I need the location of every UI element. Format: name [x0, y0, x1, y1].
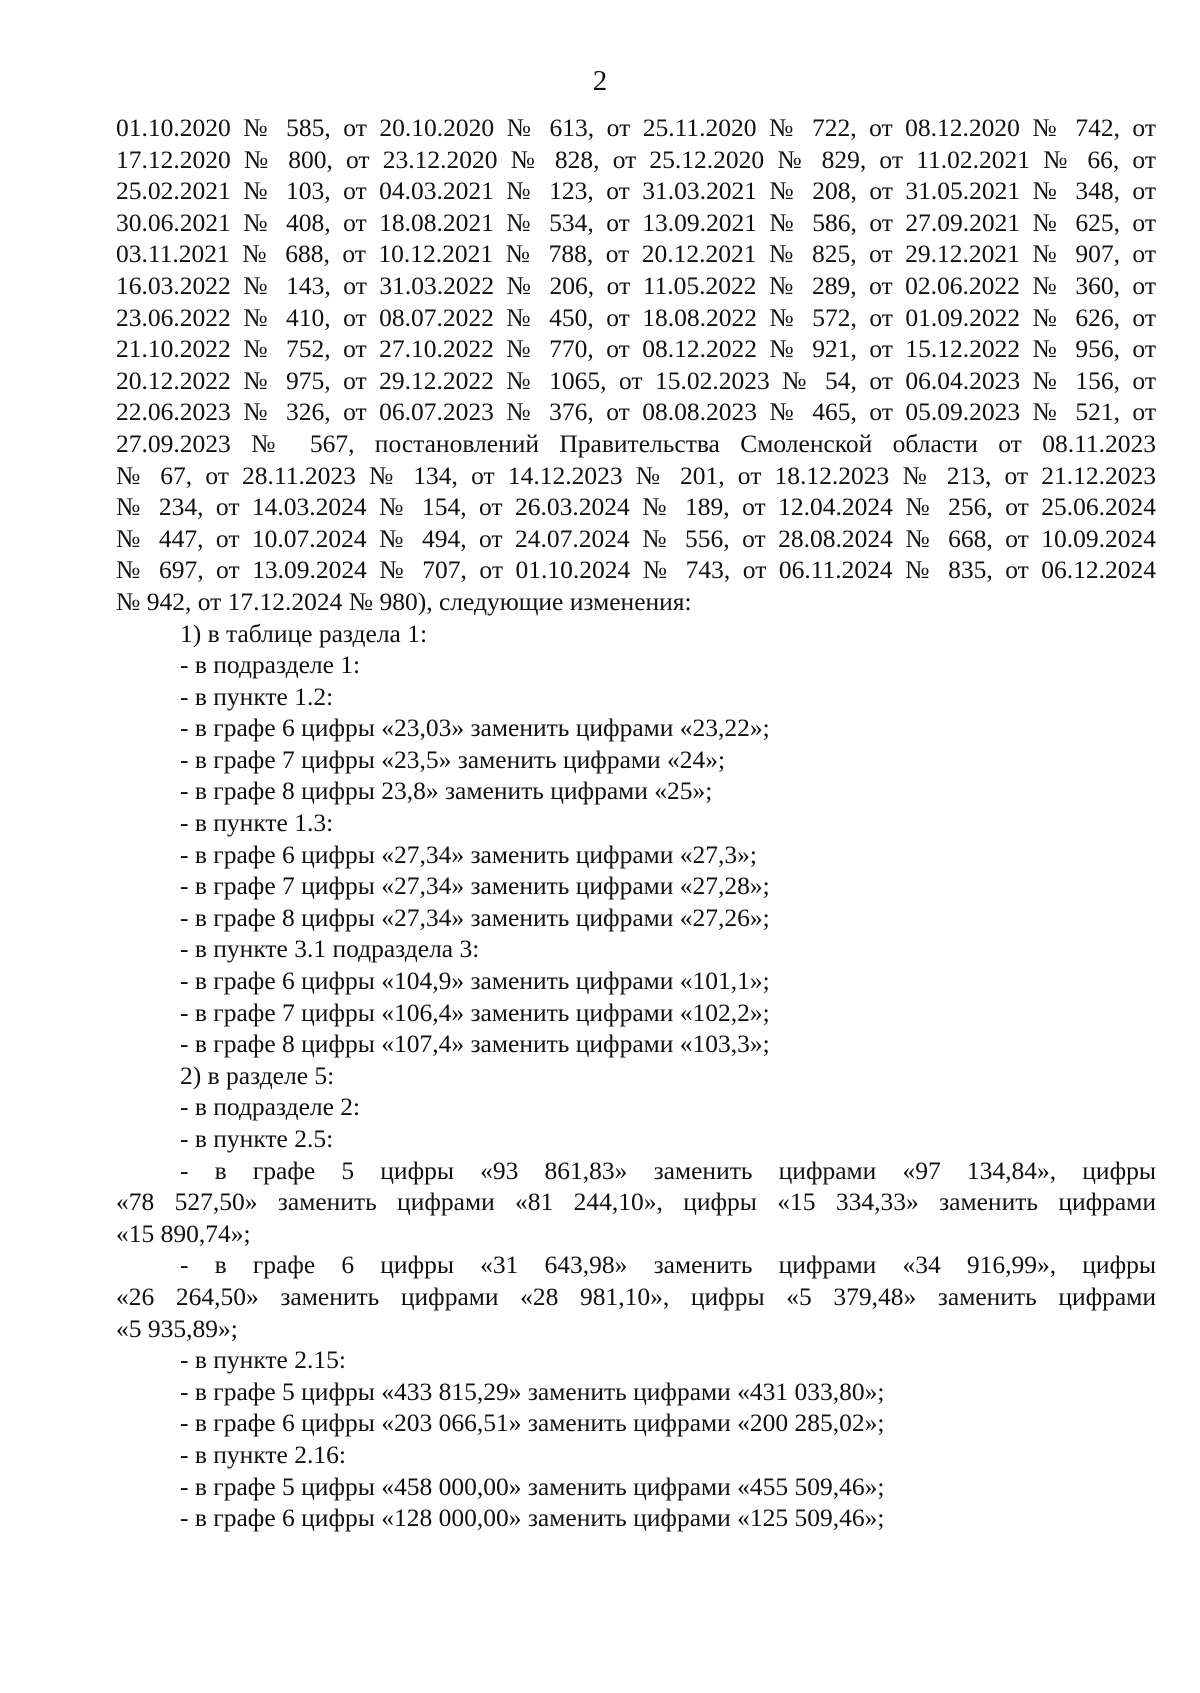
text-line: - в графе 5 цифры «93 861,83» заменить цифрами «97 134,84», цифры	[180, 1155, 1156, 1185]
text-line: 25.02.2021 № 103, от 04.03.2021 № 123, от 31.03.2021 № 208, от 31.05.2021 № 348, от	[116, 176, 1156, 206]
page-number: 2	[592, 65, 608, 97]
text-line: 23.06.2022 № 410, от 08.07.2022 № 450, от 18.08.2022 № 572, от 01.09.2022 № 626, от	[116, 302, 1156, 332]
grafa5-paragraph	[116, 1155, 1156, 1250]
text-line: 22.06.2023 № 326, от 06.07.2023 № 376, от 08.08.2023 № 465, от 05.09.2023 № 521, от	[116, 397, 1156, 427]
list-item: - в подразделе 2:	[180, 1092, 361, 1122]
text-line: 27.09.2023 № 567, постановлений Правительства Смоленской области от 08.11.2023	[116, 428, 1156, 458]
text-line: «78 527,50» заменить цифрами «81 244,10», цифры «15 334,33» заменить цифрами	[116, 1187, 1156, 1217]
list-item: - в графе 6 цифры «104,9» заменить цифрами «101,1»;	[180, 966, 770, 996]
amendment-list-2	[116, 1344, 1156, 1534]
list-item: - в пункте 1.3:	[180, 808, 334, 838]
text-line: № 697, от 13.09.2024 № 707, от 01.10.2024 № 743, от 06.11.2024 № 835, от 06.12.2024	[116, 555, 1156, 585]
list-item: - в графе 6 цифры «27,34» заменить цифрами «27,3»;	[180, 839, 758, 869]
list-item: - в пункте 1.2:	[180, 681, 334, 711]
text-line: «15 890,74»;	[116, 1218, 251, 1248]
list-item: - в графе 8 цифры «27,34» заменить цифрами «27,26»;	[180, 902, 770, 932]
text-line: 20.12.2022 № 975, от 29.12.2022 № 1065, от 15.02.2023 № 54, от 06.04.2023 № 156, от	[116, 365, 1156, 395]
grafa6-paragraph	[116, 1249, 1156, 1344]
list-item: - в графе 6 цифры «128 000,00» заменить цифрами «125 509,46»;	[180, 1503, 885, 1533]
text-line: № 67, от 28.11.2023 № 134, от 14.12.2023 № 201, от 18.12.2023 № 213, от 21.12.2023	[116, 460, 1156, 490]
list-item: - в графе 8 цифры 23,8» заменить цифрами «25»;	[180, 776, 713, 806]
list-item: - в подразделе 1:	[180, 650, 361, 680]
text-line: 16.03.2022 № 143, от 31.03.2022 № 206, от 11.05.2022 № 289, от 02.06.2022 № 360, от	[116, 270, 1156, 300]
list-item: - в пункте 2.16:	[180, 1439, 346, 1469]
list-item: 1) в таблице раздела 1:	[180, 618, 428, 648]
text-line: 03.11.2021 № 688, от 10.12.2021 № 788, от 20.12.2021 № 825, от 29.12.2021 № 907, от	[116, 239, 1156, 269]
list-item: - в графе 7 цифры «106,4» заменить цифрами «102,2»;	[180, 997, 770, 1027]
list-item: - в графе 5 цифры «458 000,00» заменить цифрами «455 509,46»;	[180, 1471, 885, 1501]
text-line: - в графе 6 цифры «31 643,98» заменить цифрами «34 916,99», цифры	[180, 1250, 1156, 1280]
text-line: № 942, от 17.12.2024 № 980), следующие изменения:	[116, 586, 692, 616]
list-item: - в пункте 2.5:	[180, 1124, 334, 1153]
intro-paragraph	[116, 112, 1156, 618]
list-item: - в графе 7 цифры «23,5» заменить цифрами «24»;	[180, 744, 726, 774]
text-line: 30.06.2021 № 408, от 18.08.2021 № 534, от 13.09.2021 № 586, от 27.09.2021 № 625, от	[116, 207, 1156, 237]
text-line: 01.10.2020 № 585, от 20.10.2020 № 613, от 25.11.2020 № 722, от 08.12.2020 № 742, от	[116, 113, 1156, 142]
document-body	[116, 112, 1156, 1534]
list-item: - в пункте 2.15:	[180, 1345, 346, 1375]
list-item: - в графе 6 цифры «23,03» заменить цифрами «23,22»;	[180, 713, 770, 743]
list-item: - в графе 5 цифры «433 815,29» заменить цифрами «431 033,80»;	[180, 1376, 885, 1406]
list-item: - в графе 7 цифры «27,34» заменить цифрами «27,28»;	[180, 871, 770, 901]
text-line: «5 935,89»;	[116, 1313, 238, 1343]
amendment-list-1	[116, 618, 1156, 1155]
list-item: - в пункте 3.1 подраздела 3:	[180, 934, 480, 964]
list-item: 2) в разделе 5:	[180, 1060, 335, 1090]
list-item: - в графе 6 цифры «203 066,51» заменить цифрами «200 285,02»;	[180, 1408, 885, 1438]
text-line: № 447, от 10.07.2024 № 494, от 24.07.2024 № 556, от 28.08.2024 № 668, от 10.09.2024	[116, 523, 1156, 553]
text-line: «26 264,50» заменить цифрами «28 981,10», цифры «5 379,48» заменить цифрами	[116, 1281, 1156, 1311]
text-line: 21.10.2022 № 752, от 27.10.2022 № 770, от 08.12.2022 № 921, от 15.12.2022 № 956, от	[116, 334, 1156, 364]
list-item: - в графе 8 цифры «107,4» заменить цифрами «103,3»;	[180, 1029, 770, 1059]
text-line: 17.12.2020 № 800, от 23.12.2020 № 828, от 25.12.2020 № 829, от 11.02.2021 № 66, от	[116, 144, 1156, 174]
text-line: № 234, от 14.03.2024 № 154, от 26.03.2024 № 189, от 12.04.2024 № 256, от 25.06.2024	[116, 492, 1156, 522]
